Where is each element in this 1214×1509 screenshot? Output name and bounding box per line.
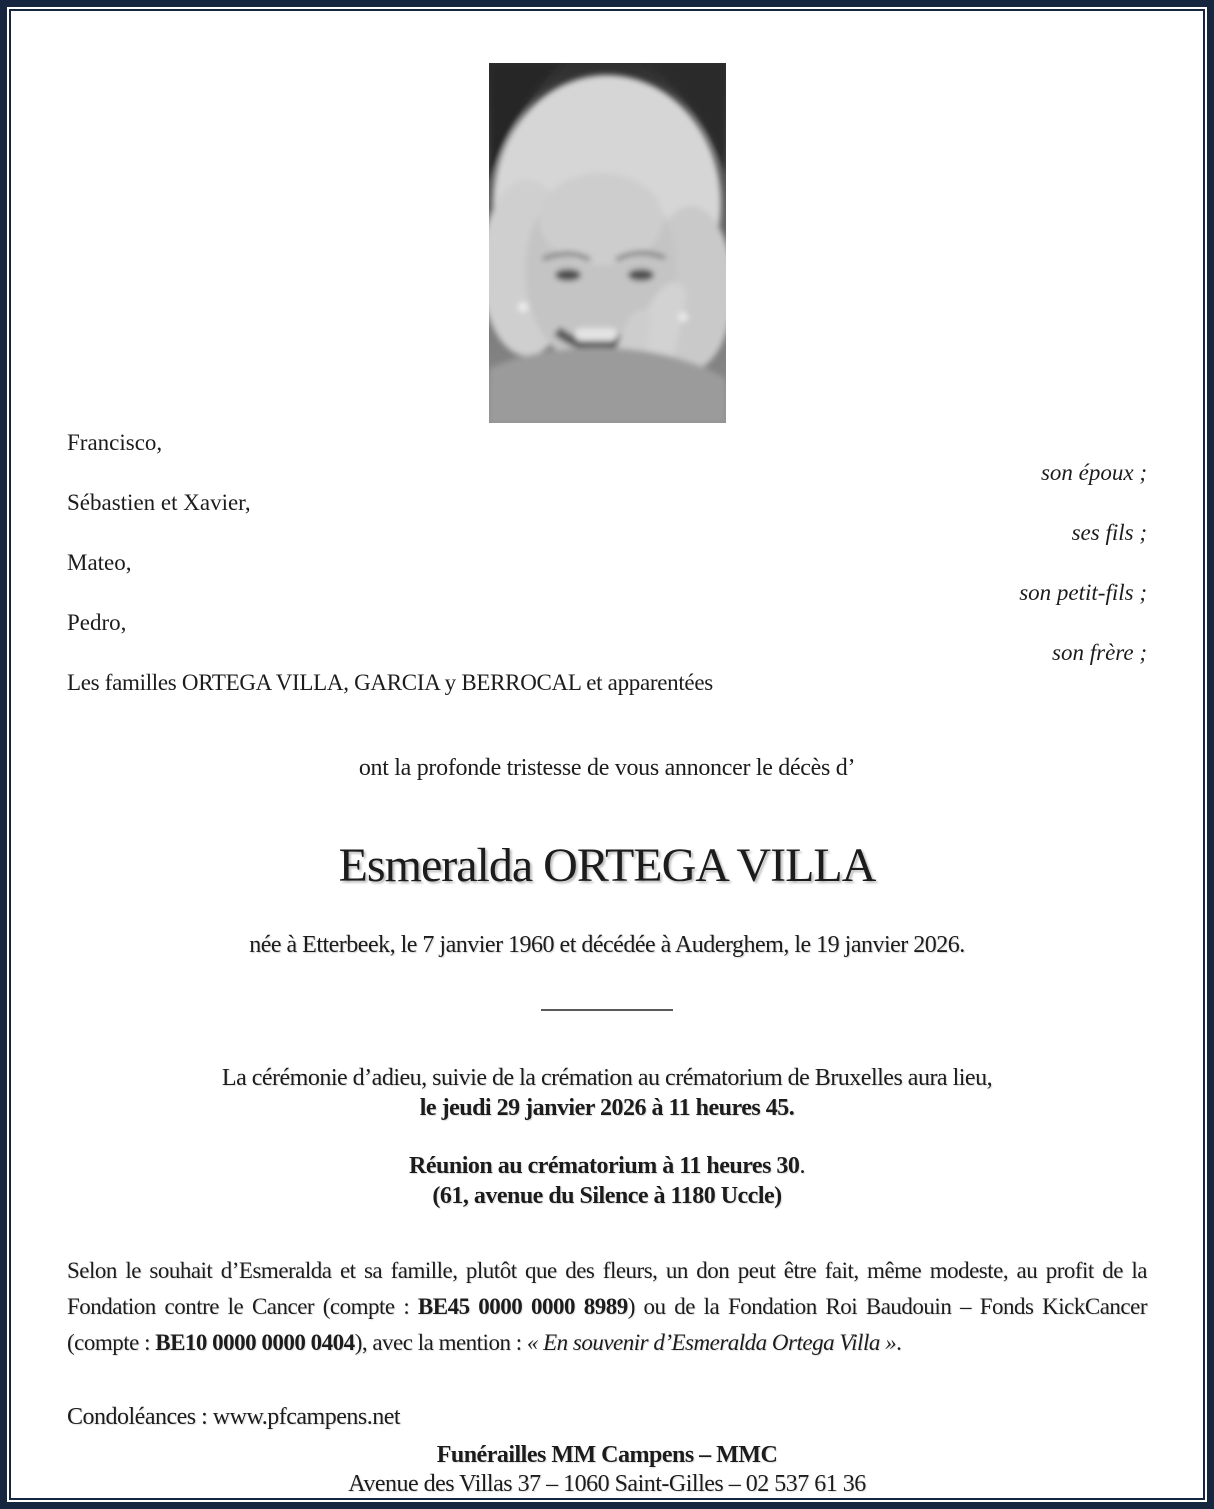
family-member-name: Pedro, [67, 610, 127, 635]
bank-account-cancer-foundation: BE45 0000 0000 8989 [417, 1294, 628, 1319]
donation-mention: « En souvenir d’Esmeralda Ortega Villa » [526, 1330, 897, 1355]
donation-text: ) ou de la Fondation Roi Baudouin – Fonds KickCancer (compte : [67, 1294, 1147, 1355]
family-list [67, 428, 1147, 698]
donation-text: ), avec la mention : [354, 1330, 527, 1355]
divider-rule [541, 1009, 673, 1011]
bank-account-kickcancer: BE10 0000 0000 0404 [155, 1330, 355, 1355]
family-relation: son frère ; [1052, 640, 1147, 665]
life-dates-line: née à Etterbeek, le 7 janvier 1960 et décédée à Auderghem, le 19 janvier 2026. [249, 932, 965, 958]
donation-text: Selon le souhait d’Esmeralda et sa famille, plutôt que des fleurs, un don peut être fait, même modeste, au profit de la Fondation contre le Cancer (compte : [67, 1258, 1147, 1319]
announcement-line: ont la profonde tristesse de vous annoncer le décès d’ [358, 755, 856, 781]
family-relation: son époux ; [1040, 460, 1147, 485]
funeral-home-address: Avenue des Villas 37 – 1060 Saint-Gilles – 02 537 61 36 [348, 1471, 866, 1497]
deceased-name: Esmeralda ORTEGA VILLA [338, 839, 876, 892]
donation-paragraph [67, 1253, 1147, 1361]
donation-text: . [896, 1330, 902, 1355]
family-member-name: Mateo, [67, 550, 132, 575]
condolences-line: Condoléances : www.pfcampens.net [67, 1404, 401, 1430]
ceremony-section [67, 1063, 1147, 1123]
ceremony-datetime: le jeudi 29 janvier 2026 à 11 heures 45. [419, 1095, 795, 1121]
meeting-text: Réunion au crématorium à 11 heures 30 [409, 1153, 800, 1179]
meeting-line [67, 1151, 1147, 1181]
portrait-photo-image [489, 63, 726, 423]
family-relation: son petit-fils ; [1019, 580, 1147, 605]
portrait-photo [489, 63, 726, 423]
family-relation: ses fils ; [1071, 520, 1147, 545]
families-line: Les familles ORTEGA VILLA, GARCIA y BERROCAL et apparentées [67, 670, 713, 695]
family-member-name: Francisco, [67, 430, 163, 455]
ceremony-intro: La cérémonie d’adieu, suivie de la crémation au crématorium de Bruxelles aura lieu, [221, 1065, 993, 1091]
meeting-period: . [799, 1153, 805, 1179]
family-member-name: Sébastien et Xavier, [67, 490, 251, 515]
meeting-location: (61, avenue du Silence à 1180 Uccle) [432, 1183, 782, 1209]
card-frame [7, 7, 1207, 1502]
card-content [9, 9, 1205, 1500]
meeting-section [67, 1151, 1147, 1211]
funeral-home-name: Funérailles MM Campens – MMC [436, 1442, 778, 1468]
